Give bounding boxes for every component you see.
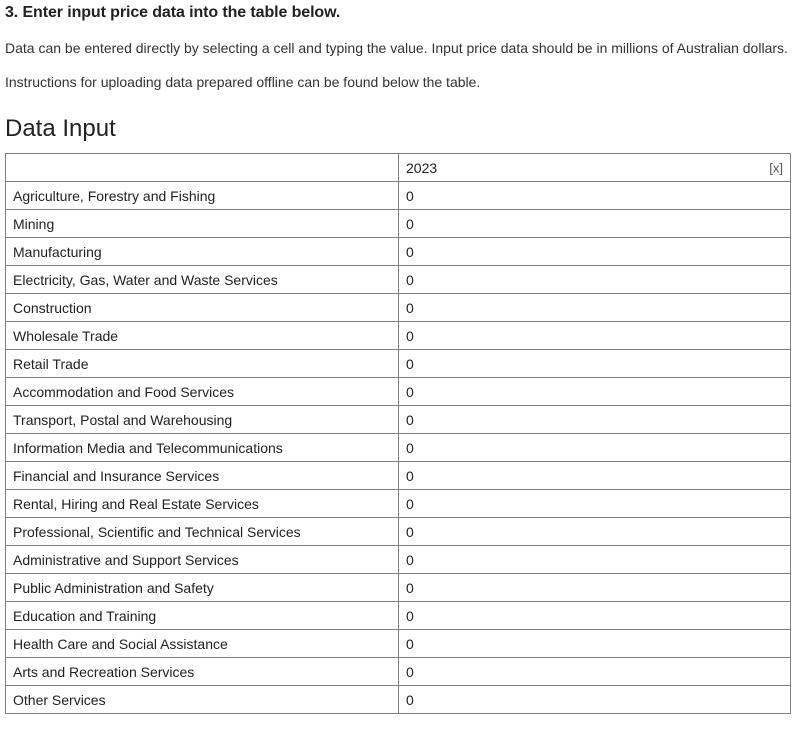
row-label: Arts and Recreation Services [6, 658, 399, 686]
section-title: Data Input [5, 115, 116, 142]
table-row [6, 518, 791, 546]
row-label: Transport, Postal and Warehousing [6, 406, 399, 434]
row-label: Accommodation and Food Services [6, 378, 399, 406]
row-label: Retail Trade [6, 350, 399, 378]
table-row [6, 602, 791, 630]
value-cell[interactable]: 0 [399, 462, 791, 490]
value-cell[interactable]: 0 [399, 378, 791, 406]
row-label: Financial and Insurance Services [6, 462, 399, 490]
row-label: Rental, Hiring and Real Estate Services [6, 490, 399, 518]
table-row [6, 266, 791, 294]
table-row [6, 686, 791, 714]
instructions-paragraph: Data can be entered directly by selecting a cell and typing the value. Input price data should be in millions of Australian dollars. [5, 40, 788, 56]
value-cell[interactable]: 0 [399, 238, 791, 266]
value-cell[interactable]: 0 [399, 546, 791, 574]
row-label: Construction [6, 294, 399, 322]
table-row [6, 294, 791, 322]
value-cell[interactable]: 0 [399, 406, 791, 434]
value-cell[interactable]: 0 [399, 630, 791, 658]
row-label: Health Care and Social Assistance [6, 630, 399, 658]
table-row [6, 210, 791, 238]
table-row [6, 434, 791, 462]
table-row [6, 630, 791, 658]
row-label: Education and Training [6, 602, 399, 630]
table-row [6, 182, 791, 210]
corner-header-cell [6, 154, 399, 182]
value-cell[interactable]: 0 [399, 350, 791, 378]
table-row [6, 406, 791, 434]
value-cell[interactable]: 0 [399, 322, 791, 350]
value-cell[interactable]: 0 [399, 210, 791, 238]
table-row [6, 238, 791, 266]
step-heading: 3. Enter input price data into the table below. [5, 4, 341, 21]
value-cell[interactable]: 0 [399, 686, 791, 714]
row-label: Other Services [6, 686, 399, 714]
row-label: Administrative and Support Services [6, 546, 399, 574]
table-row [6, 322, 791, 350]
row-label: Public Administration and Safety [6, 574, 399, 602]
row-label: Agriculture, Forestry and Fishing [6, 182, 399, 210]
row-label: Manufacturing [6, 238, 399, 266]
table-row [6, 546, 791, 574]
table-row [6, 490, 791, 518]
table-row [6, 350, 791, 378]
table-row [6, 574, 791, 602]
value-cell[interactable]: 0 [399, 434, 791, 462]
year-header-label: 2023 [406, 159, 438, 176]
value-cell[interactable]: 0 [399, 266, 791, 294]
value-cell[interactable]: 0 [399, 182, 791, 210]
value-cell[interactable]: 0 [399, 602, 791, 630]
remove-column-button[interactable]: [x] [769, 160, 783, 175]
table-row [6, 462, 791, 490]
upload-instructions-paragraph: Instructions for uploading data prepared offline can be found below the table. [5, 74, 481, 90]
row-label: Electricity, Gas, Water and Waste Services [6, 266, 399, 294]
year-column-header [399, 154, 791, 182]
value-cell[interactable]: 0 [399, 490, 791, 518]
row-label: Professional, Scientific and Technical Services [6, 518, 399, 546]
data-input-table [5, 153, 791, 714]
table-header-row [6, 154, 791, 182]
value-cell[interactable]: 0 [399, 294, 791, 322]
table-row [6, 378, 791, 406]
row-label: Mining [6, 210, 399, 238]
row-label: Wholesale Trade [6, 322, 399, 350]
table-row [6, 658, 791, 686]
value-cell[interactable]: 0 [399, 518, 791, 546]
value-cell[interactable]: 0 [399, 658, 791, 686]
value-cell[interactable]: 0 [399, 574, 791, 602]
row-label: Information Media and Telecommunications [6, 434, 399, 462]
